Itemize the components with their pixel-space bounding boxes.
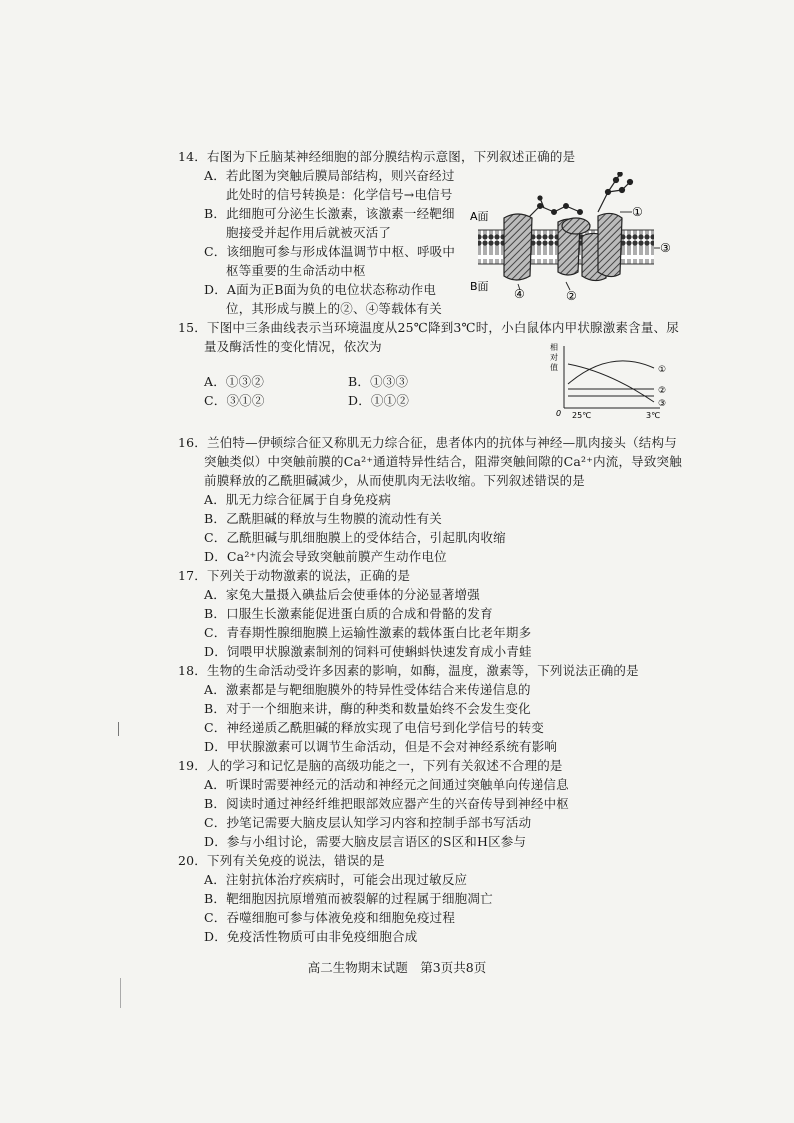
chart-ylabel-3: 值 [550,363,558,372]
q16-option-d: D．Ca²⁺内流会导致突触前膜产生动作电位 [204,549,447,564]
q19-option-a: A．听课时需要神经元的活动和神经元之间通过突触单向传递信息 [204,777,569,792]
q20-option-a: A．注射抗体治疗疾病时，可能会出现过敏反应 [204,872,468,887]
q17-stem: 17．下列关于动物激素的说法，正确的是 [178,568,411,583]
marker-3: ③ [660,241,671,255]
q16-stem-cont-2: 前膜释放的乙酰胆碱减少，从而使肌肉无法收缩。下列叙述错误的是 [204,473,586,488]
q17-option-a: A．家兔大量摄入碘盐后会使垂体的分泌显著增强 [204,587,480,602]
q14-option-a: A．若此图为突触后膜局部结构，则兴奋经过 [204,168,455,183]
membrane-proteins [504,213,622,280]
page-footer: 高二生物期末试题 第3页共8页 [307,960,487,975]
q14-option-a-cont: 此处时的信号转换是：化学信号→电信号 [226,187,453,202]
q15-stem: 15．下图中三条曲线表示当环境温度从25℃降到3℃时，小白鼠体内甲状腺激素含量、尿 [178,320,679,335]
q20-option-b: B．靶细胞因抗原增殖而被裂解的过程属于细胞凋亡 [204,891,493,906]
q17-option-c: C．青春期性腺细胞膜上运输性激素的载体蛋白比老年期多 [204,625,532,640]
chart-ylabel-2: 对 [550,353,558,362]
curve-chart [548,340,678,422]
curve-label-2: ② [658,386,667,396]
q16-stem-cont-1: 突触类似）中突触前膜的Ca²⁺通道特异性结合，阻滞突触间隙的Ca²⁺内流，导致突触 [204,454,682,469]
chart-x-end: 3℃ [646,411,661,420]
curve-label-3: ③ [658,399,667,409]
q20-option-d: D．免疫活性物质可由非免疫细胞合成 [204,929,418,944]
q19-option-c: C．抄笔记需要大脑皮层认知学习内容和控制手部书写活动 [204,815,532,830]
q14-option-b-cont: 胞接受并起作用后就被灭活了 [226,225,392,240]
marker-4: ④ [514,287,525,301]
q19-option-b: B．阅读时通过神经纤维把眼部效应器产生的兴奋传导到神经中枢 [204,796,569,811]
q14-option-d: D．A面为正B面为负的电位状态称动作电 [204,282,437,297]
curve-label-1: ① [658,365,667,375]
q19-stem: 19．人的学习和记忆是脑的高级功能之一，下列有关叙述不合理的是 [178,758,563,773]
q20-stem: 20．下列有关免疫的说法，错误的是 [178,853,385,868]
q20-option-c: C．吞噬细胞可参与体液免疫和细胞免疫过程 [204,910,456,925]
chart-origin: 0 [556,409,562,418]
chart-x-start: 25℃ [572,411,592,420]
q17-option-d: D．饲喂甲状腺激素制剂的饲料可使蝌蚪快速发育成小青蛙 [204,644,532,659]
face-a-label: A面 [470,210,489,223]
margin-mark [120,978,121,1008]
q18-stem: 18．生物的生命活动受许多因素的影响，如酶，温度，激素等，下列说法正确的是 [178,663,639,678]
q14-option-c-cont: 枢等重要的生命活动中枢 [226,263,366,278]
q14-stem: 14．右图为下丘脑某神经细胞的部分膜结构示意图，下列叙述正确的是 [178,149,576,164]
q19-option-d: D．参与小组讨论，需要大脑皮层言语区的S区和H区参与 [204,834,527,849]
q18-option-d: D．甲状腺激素可以调节生命活动，但是不会对神经系统有影响 [204,739,558,754]
q18-option-a: A．激素都是与靶细胞膜外的特异性受体结合来传递信息的 [204,682,531,697]
q15-stem-cont: 量及酶活性的变化情况，依次为 [204,339,382,354]
q15-option-d: D．①①② [348,393,410,408]
q14-option-d-cont: 位，其形成与膜上的②、④等载体有关 [226,301,442,316]
q16-option-a: A．肌无力综合征属于自身免疫病 [204,492,392,507]
q16-option-c: C．乙酰胆碱与肌细胞膜上的受体结合，引起肌肉收缩 [204,530,506,545]
q15-option-a: A．①③② [204,374,265,389]
q17-option-b: B．口服生长激素能促进蛋白质的合成和骨骼的发育 [204,606,493,621]
q16-stem: 16．兰伯特—伊顿综合征又称肌无力综合征，患者体内的抗体与神经—肌肉接头（结构与 [178,435,677,450]
q14-option-b: B．此细胞可分泌生长激素，该激素一经靶细 [204,206,455,221]
marker-1: ① [632,205,643,219]
q15-option-c: C．③①② [204,393,265,408]
face-b-label: B面 [470,280,489,293]
q18-option-c: C．神经递质乙酰胆碱的释放实现了电信号到化学信号的转变 [204,720,544,735]
q16-option-b: B．乙酰胆碱的释放与生物膜的流动性有关 [204,511,442,526]
marker-2: ② [566,289,577,302]
q15-option-b: B．①③③ [348,374,409,389]
q18-option-b: B．对于一个细胞来讲，酶的种类和数量始终不会发生变化 [204,701,531,716]
chart-ylabel-1: 相 [550,343,558,352]
margin-mark [118,722,119,736]
q14-option-c: C．该细胞可参与形成体温调节中枢、呼吸中 [204,244,456,259]
membrane-diagram [470,172,680,302]
